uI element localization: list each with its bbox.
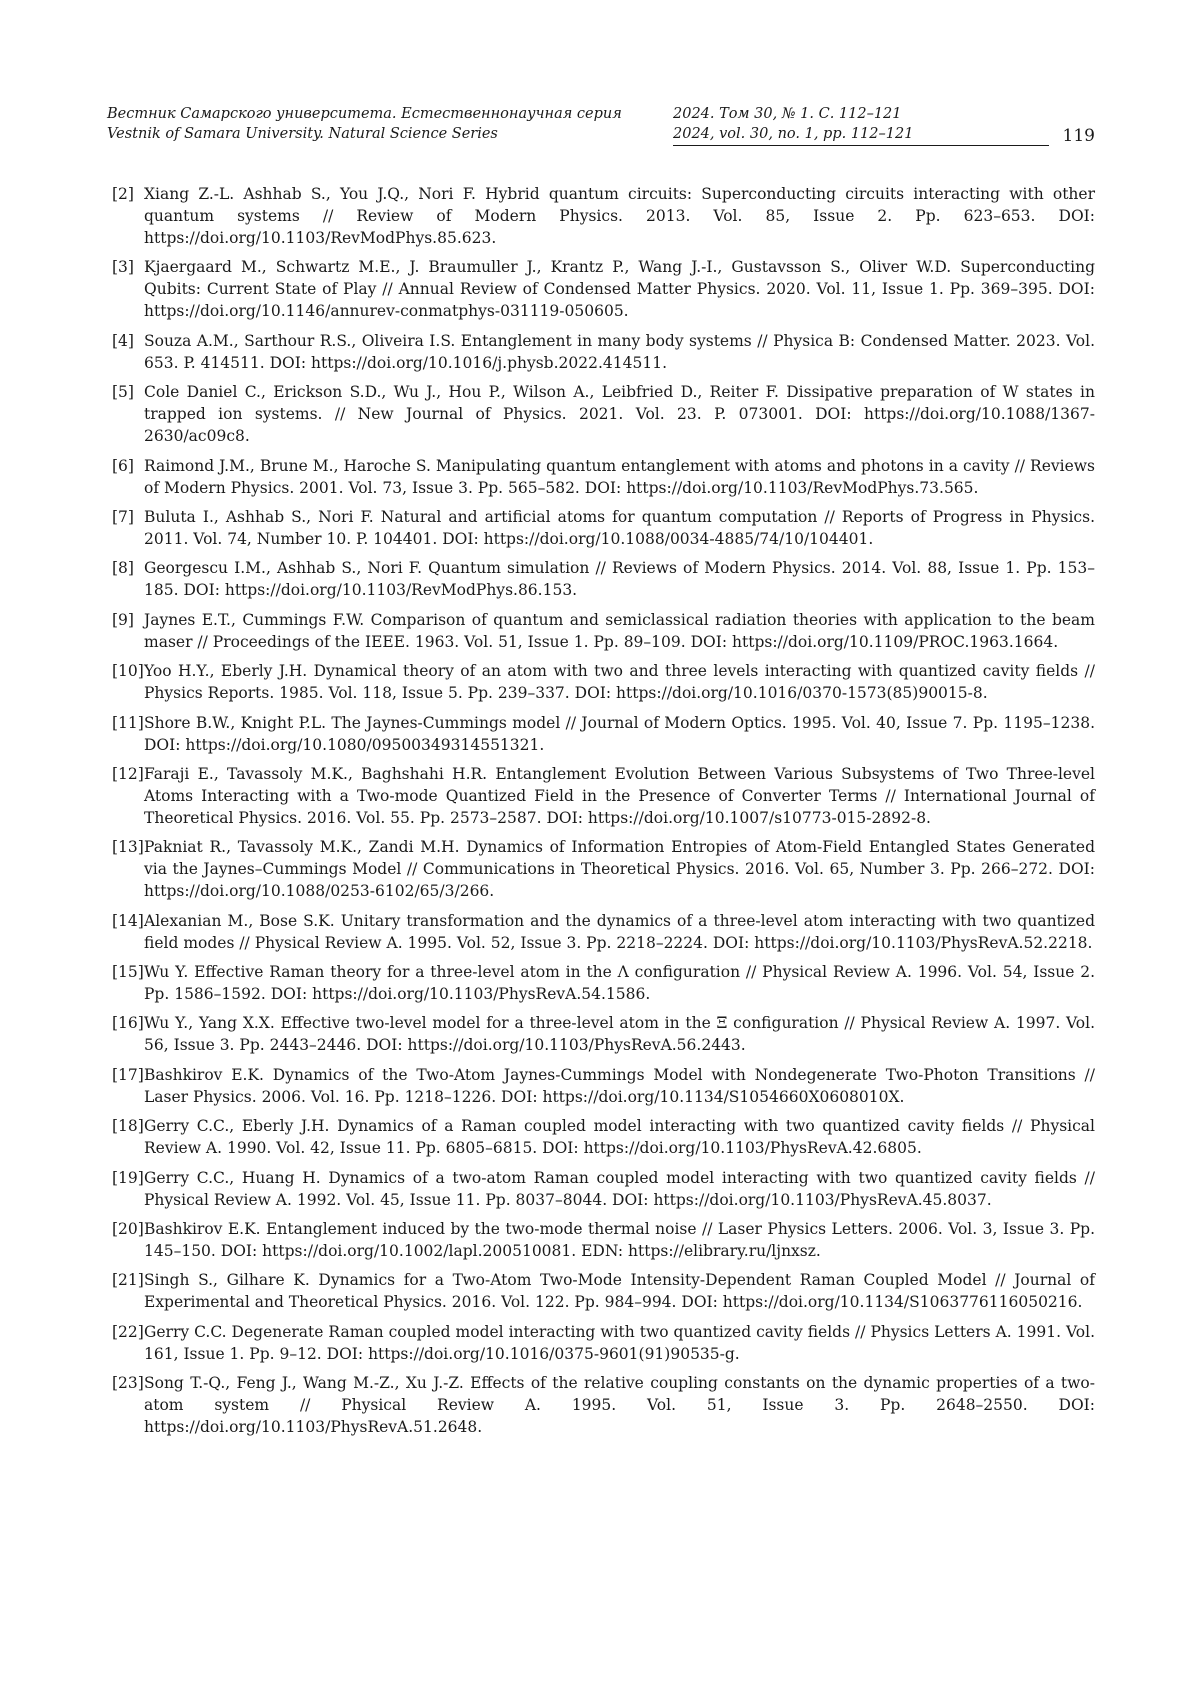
reference-list	[112, 183, 1095, 1438]
reference-text: Souza A.M., Sarthour R.S., Oliveira I.S. Entanglement in many body systems // Physica B: Condensed Matter. 2023. Vol. 653. P. 414511. DOI: https://doi.org/10.1016/j.physb.2022.414511.	[144, 331, 1095, 372]
header-rule	[673, 145, 1049, 146]
reference-text: Georgescu I.M., Ashhab S., Nori F. Quantum simulation // Reviews of Modern Physics. 2014. Vol. 88, Issue 1. Pp. 153–185. DOI: https://doi.org/10.1103/RevModPhys.86.153.	[144, 559, 1095, 600]
reference-text: Bashkirov E.K. Entanglement induced by the two-mode thermal noise // Laser Physics Letters. 2006. Vol. 3, Issue 3. Pp. 145–150. DOI: https://doi.org/10.1002/lapl.200510081. EDN: https://elibrary.ru/ljnxsz.	[144, 1220, 1095, 1261]
reference-number: [4]	[112, 331, 134, 350]
reference-number: [7]	[112, 507, 134, 526]
reference-number: [22]	[112, 1322, 144, 1341]
reference-item	[112, 1115, 1095, 1159]
reference-number: [23]	[112, 1374, 144, 1393]
reference-number: [16]	[112, 1014, 144, 1033]
reference-text: Buluta I., Ashhab S., Nori F. Natural and artificial atoms for quantum computation // Reports of Progress in Physics. 2011. Vol. 74, Number 10. P. 104401. DOI: https://doi.org/10.1088/0034-4885/74/10/104401.	[144, 507, 1095, 548]
reference-text: Pakniat R., Tavassoly M.K., Zandi M.H. Dynamics of Information Entropies of Atom-Field Entangled States Generated via the Jaynes–Cummings Model // Communications in Theoretical Physics. 2016. Vol. 65, Number 3. Pp. 266–272. DOI: https://doi.org/10.1088/0253-6102/65/3/266.	[144, 838, 1095, 901]
reference-item	[112, 961, 1095, 1005]
reference-item	[112, 763, 1095, 829]
reference-item	[112, 660, 1095, 704]
reference-item	[112, 1012, 1095, 1056]
reference-number: [15]	[112, 963, 144, 982]
reference-text: Yoo H.Y., Eberly J.H. Dynamical theory of an atom with two and three levels interacting with quantized cavity fields // Physics Reports. 1985. Vol. 118, Issue 5. Pp. 239–337. DOI: https://doi.org/10.1016/0370-1573(85)90015-8.	[144, 662, 1095, 703]
reference-number: [17]	[112, 1065, 144, 1084]
reference-number: [14]	[112, 911, 144, 930]
reference-number: [10]	[112, 662, 144, 681]
reference-item	[112, 1064, 1095, 1108]
reference-text: Alexanian M., Bose S.K. Unitary transformation and the dynamics of a three-level atom interacting with two quantized field modes // Physical Review A. 1995. Vol. 52, Issue 3. Pp. 2218–2224. DOI: https://doi.org/10.1103/PhysRevA.52.2218.	[144, 911, 1095, 952]
journal-title-ru: Вестник Самарского университета. Естественнонаучная серия	[107, 106, 622, 122]
reference-text: Jaynes E.T., Cummings F.W. Comparison of quantum and semiclassical radiation theories with application to the beam maser // Proceedings of the IEEE. 1963. Vol. 51, Issue 1. Pp. 89–109. DOI: https://doi.org/10.1109/PROC.1963.1664.	[144, 610, 1095, 651]
reference-number: [6]	[112, 456, 134, 475]
reference-number: [20]	[112, 1220, 144, 1239]
reference-item	[112, 506, 1095, 550]
running-header	[107, 104, 1095, 148]
reference-item	[112, 1321, 1095, 1365]
reference-text: Kjaergaard M., Schwartz M.E., J. Braumuller J., Krantz P., Wang J.-I., Gustavsson S., Oliver W.D. Superconducting Qubits: Current State of Play // Annual Review of Condensed Matter Physics. 2020. Vol. 11, Issue 1. Pp. 369–395. DOI: https://doi.org/10.1146/annurev-conmatphys-031119-050605.	[144, 258, 1095, 321]
reference-number: [2]	[112, 185, 134, 203]
reference-text: Bashkirov E.K. Dynamics of the Two-Atom Jaynes-Cummings Model with Nondegenerate Two-Photon Transitions // Laser Physics. 2006. Vol. 16. Pp. 1218–1226. DOI: https://doi.org/10.1134/S1054660X0608010X.	[144, 1065, 1095, 1106]
reference-text: Xiang Z.-L. Ashhab S., You J.Q., Nori F. Hybrid quantum circuits: Superconducting circuits interacting with other quantum systems // Review of Modern Physics. 2013. Vol. 85, Issue 2. Pp. 623–653. DOI: https://doi.org/10.1103/RevModPhys.85.623.	[144, 185, 1095, 247]
reference-number: [13]	[112, 838, 144, 857]
reference-item	[112, 1372, 1095, 1438]
reference-item	[112, 256, 1095, 322]
reference-text: Gerry C.C., Eberly J.H. Dynamics of a Raman coupled model interacting with two quantized cavity fields // Physical Review A. 1990. Vol. 42, Issue 11. Pp. 6805–6815. DOI: https://doi.org/10.1103/PhysRevA.42.6805.	[144, 1117, 1095, 1158]
reference-text: Gerry C.C. Degenerate Raman coupled model interacting with two quantized cavity fields // Physics Letters A. 1991. Vol. 161, Issue 1. Pp. 9–12. DOI: https://doi.org/10.1016/0375-9601(91)90535-g.	[144, 1322, 1095, 1363]
reference-item	[112, 1269, 1095, 1313]
reference-text: Raimond J.M., Brune M., Haroche S. Manipulating quantum entanglement with atoms and photons in a cavity // Reviews of Modern Physics. 2001. Vol. 73, Issue 3. Pp. 565–582. DOI: https://doi.org/10.1103/RevModPhys.73.565.	[144, 456, 1095, 497]
reference-item	[112, 455, 1095, 499]
reference-item	[112, 1167, 1095, 1211]
reference-number: [9]	[112, 610, 134, 629]
issue-info-ru: 2024. Том 30, № 1. С. 112–121	[673, 106, 902, 122]
reference-number: [5]	[112, 383, 134, 402]
reference-text: Singh S., Gilhare K. Dynamics for a Two-Atom Two-Mode Intensity-Dependent Raman Coupled Model // Journal of Experimental and Theoretical Physics. 2016. Vol. 122. Pp. 984–994. DOI: https://doi.org/10.1134/S1063776116050216.	[144, 1271, 1095, 1312]
reference-text: Gerry C.C., Huang H. Dynamics of a two-atom Raman coupled model interacting with two quantized cavity fields // Physical Review A. 1992. Vol. 45, Issue 11. Pp. 8037–8044. DOI: https://doi.org/10.1103/PhysRevA.45.8037.	[144, 1168, 1095, 1209]
reference-item	[112, 836, 1095, 902]
reference-text: Wu Y. Effective Raman theory for a three-level atom in the Λ configuration // Physical Review A. 1996. Vol. 54, Issue 2. Pp. 1586–1592. DOI: https://doi.org/10.1103/PhysRevA.54.1586.	[144, 963, 1095, 1004]
reference-number: [19]	[112, 1168, 144, 1187]
reference-number: [3]	[112, 258, 134, 277]
reference-number: [12]	[112, 764, 144, 783]
reference-text: Wu Y., Yang X.X. Effective two-level model for a three-level atom in the Ξ configuration // Physical Review A. 1997. Vol. 56, Issue 3. Pp. 2443–2446. DOI: https://doi.org/10.1103/PhysRevA.56.2443.	[144, 1014, 1095, 1055]
reference-text: Shore B.W., Knight P.L. The Jaynes-Cummings model // Journal of Modern Optics. 1995. Vol. 40, Issue 7. Pp. 1195–1238. DOI: https://doi.org/10.1080/09500349314551321.	[144, 713, 1095, 754]
reference-number: [21]	[112, 1271, 144, 1290]
journal-title-en: Vestnik of Samara University. Natural Science Series	[107, 126, 498, 142]
reference-text: Song T.-Q., Feng J., Wang M.-Z., Xu J.-Z. Effects of the relative coupling constants on the dynamic properties of a two-atom system // Physical Review A. 1995. Vol. 51, Issue 3. Pp. 2648–2550. DOI: https://doi.org/10.1103/PhysRevA.51.2648.	[144, 1374, 1095, 1437]
reference-text: Cole Daniel C., Erickson S.D., Wu J., Hou P., Wilson A., Leibfried D., Reiter F. Dissipative preparation of W states in trapped ion systems. // New Journal of Physics. 2021. Vol. 23. P. 073001. DOI: https://doi.org/10.1088/1367-2630/ac09c8.	[144, 383, 1095, 446]
issue-info-en: 2024, vol. 30, no. 1, pp. 112–121	[673, 126, 914, 142]
reference-item	[112, 609, 1095, 653]
reference-text: Faraji E., Tavassoly M.K., Baghshahi H.R. Entanglement Evolution Between Various Subsystems of Two Three-level Atoms Interacting with a Two-mode Quantized Field in the Presence of Converter Terms // International Journal of Theoretical Physics. 2016. Vol. 55. Pp. 2573–2587. DOI: https://doi.org/10.1007/s10773-015-2892-8.	[144, 764, 1095, 827]
reference-item	[112, 330, 1095, 374]
reference-number: [18]	[112, 1117, 144, 1136]
reference-number: [11]	[112, 713, 144, 732]
reference-item	[112, 557, 1095, 601]
reference-number: [8]	[112, 559, 134, 578]
reference-item	[112, 712, 1095, 756]
reference-item	[112, 1218, 1095, 1262]
reference-item	[112, 381, 1095, 447]
reference-item	[112, 910, 1095, 954]
page-number: 119	[1062, 126, 1095, 146]
reference-item	[112, 183, 1095, 249]
